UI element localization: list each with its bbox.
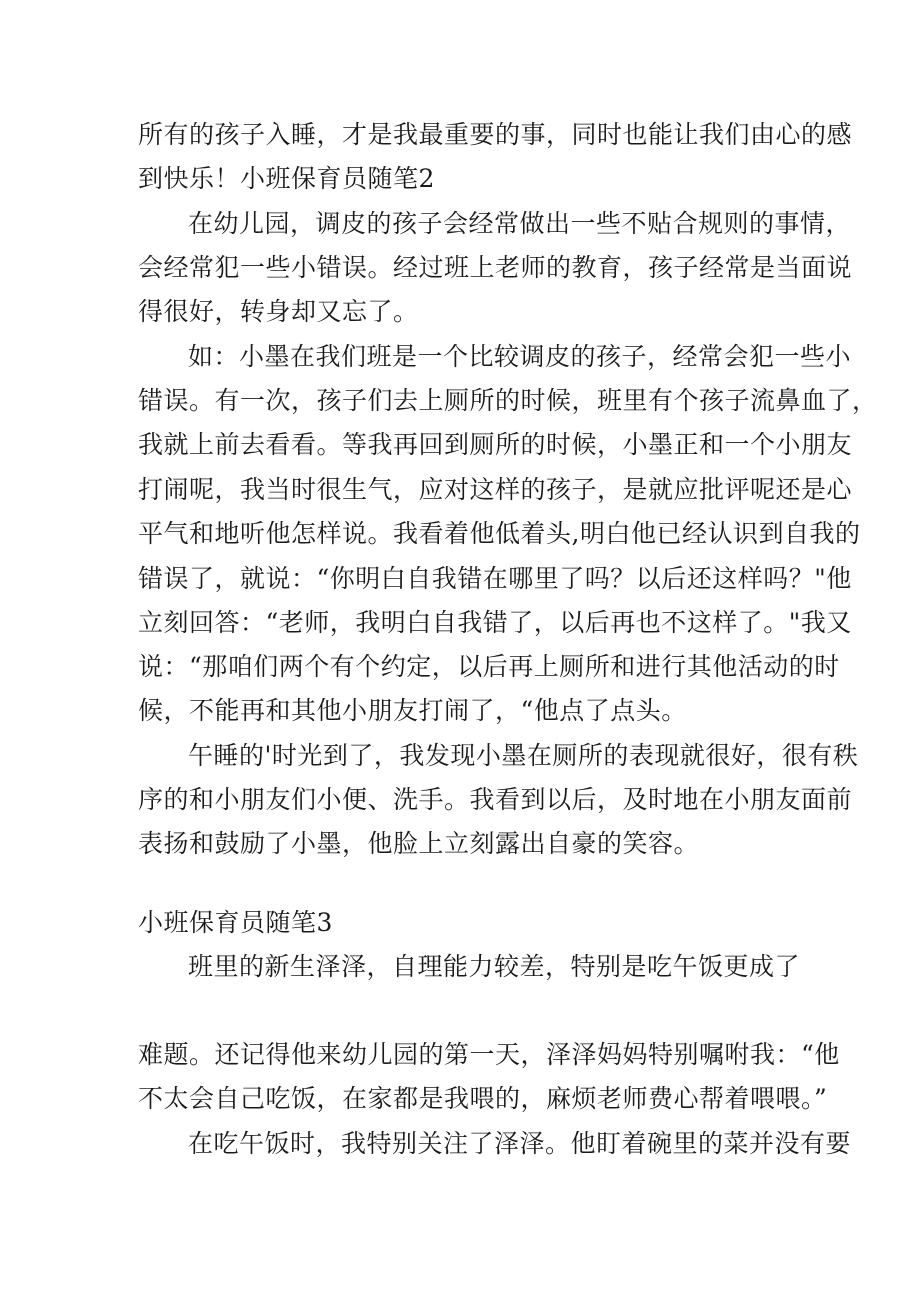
text-line: 我就上前去看看。等我再回到厕所的时候，小墨正和一个小朋友 <box>138 430 853 459</box>
text-line: 错误。有一次，孩子们去上厕所的时候，班里有个孩子流鼻血了， <box>138 386 878 415</box>
text-line: 得很好，转身却又忘了。 <box>138 297 419 326</box>
text-line: 序的和小朋友们小便、洗手。我看到以后，及时地在小朋友面前 <box>138 785 853 814</box>
text-line: 不太会自己吃饭，在家都是我喂的，麻烦老师费心帮着喂喂。” <box>138 1084 828 1113</box>
text-line: 错误了，就说：“你明白自我错在哪里了吗？以后还这样吗？"他 <box>138 564 852 593</box>
text-line: 说：“那咱们两个有个约定，以后再上厕所和进行其他活动的时 <box>138 652 840 681</box>
section-heading: 小班保育员随笔3 <box>138 908 333 937</box>
text-line: 到快乐！小班保育员随笔2 <box>138 164 435 193</box>
text-line: 打闹呢，我当时很生气，应对这样的孩子，是就应批评呢还是心 <box>138 475 853 504</box>
text-line: 会经常犯一些小错误。经过班上老师的教育，孩子经常是当面说 <box>138 253 853 282</box>
text-line: 难题。还记得他来幼儿园的第一天，泽泽妈妈特别嘱咐我：“他 <box>138 1040 840 1069</box>
paragraph-first-line: 在吃午饭时，我特别关注了泽泽。他盯着碗里的菜并没有要 <box>188 1129 852 1158</box>
paragraph-first-line: 如：小墨在我们班是一个比较调皮的孩子，经常会犯一些小 <box>188 342 852 371</box>
paragraph-first-line: 在幼儿园，调皮的孩子会经常做出一些不贴合规则的事情， <box>188 209 852 238</box>
paragraph-first-line: 午睡的'时光到了，我发现小墨在厕所的表现就很好，很有秩 <box>188 741 859 770</box>
text-line: 表扬和鼓励了小墨，他脸上立刻露出自豪的笑容。 <box>138 829 700 858</box>
text-line: 平气和地听他怎样说。我看着他低着头,明白他已经认识到自我的 <box>138 519 861 548</box>
text-line: 候，不能再和其他小朋友打闹了，“他点了点头。 <box>138 696 687 725</box>
text-line: 立刻回答：“老师，我明白自我错了，以后再也不这样了。"我又 <box>138 608 852 637</box>
paragraph-first-line: 班里的新生泽泽，自理能力较差，特别是吃午饭更成了 <box>188 952 801 981</box>
text-line: 所有的孩子入睡，才是我最重要的事，同时也能让我们由心的感 <box>138 120 853 149</box>
